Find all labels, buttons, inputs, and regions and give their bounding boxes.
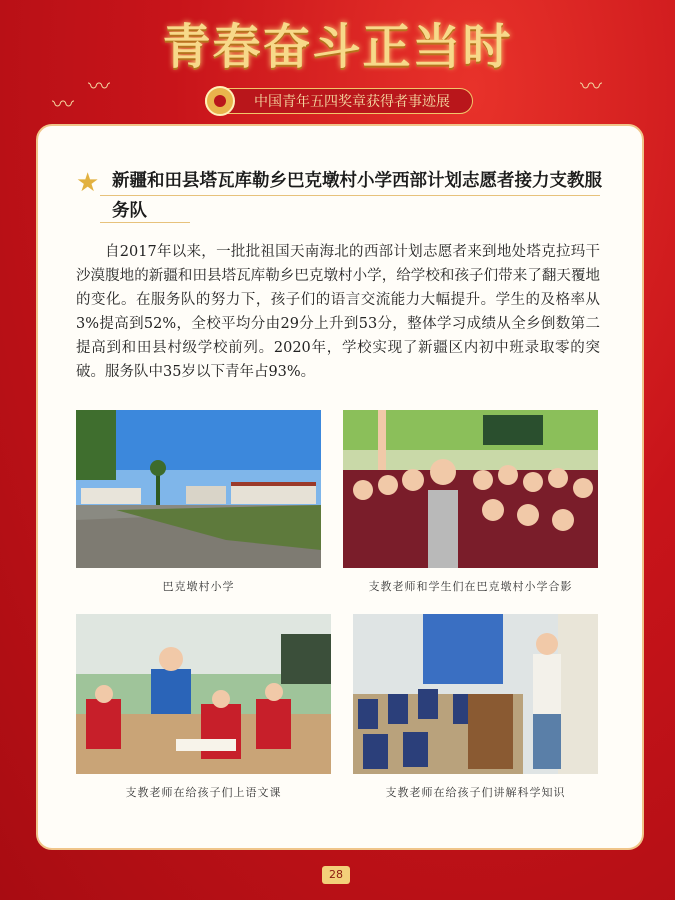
banner-title: 青春奋斗正当时 (162, 19, 513, 75)
photo-caption: 巴克墩村小学 (162, 580, 235, 593)
article-heading: 新疆和田县塔瓦库勒乡巴克墩村小学西部计划志愿者接力支教服务队 (112, 171, 602, 221)
photo-village-school (76, 410, 321, 568)
heading-divider (100, 222, 190, 223)
photo-chinese-class (76, 614, 331, 774)
article-body: 自2017年以来，一批批祖国天南海北的西部计划志愿者来到地处塔克拉玛干沙漠腹地的新疆和田县塔瓦库勒乡巴克墩村小学，给学校和孩子们带来了翻天覆地的变化。在服务队的努力下，孩子们的语言交流能力大幅提升。学生的及格率从3%提高到52%，全校平均分由29分上升到53分，整体学习成绩从全乡倒数第二提高到和田县村级学校前列。2020年，学校实现了新疆区内初中班录取零的突破。服务队中35岁以下青年占93%。 (76, 244, 600, 380)
dove-icon: 〰 (580, 75, 603, 100)
youth-emblem-icon (205, 86, 235, 116)
heading-divider (100, 195, 600, 196)
photo-caption: 支教老师和学生们在巴克墩村小学合影 (368, 580, 573, 593)
photo-caption: 支教老师在给孩子们上语文课 (125, 786, 282, 799)
photo-caption: 支教老师在给孩子们讲解科学知识 (385, 786, 566, 799)
photo-group-selfie (343, 410, 598, 568)
photo-science-class (353, 614, 598, 774)
banner-subtitle: 中国青年五四奖章获得者事迹展 (205, 88, 473, 114)
page-number: 28 (322, 866, 350, 884)
star-icon: ★ (76, 168, 100, 198)
dove-icon: 〰 (88, 75, 111, 100)
dove-icon: 〰 (52, 93, 75, 118)
